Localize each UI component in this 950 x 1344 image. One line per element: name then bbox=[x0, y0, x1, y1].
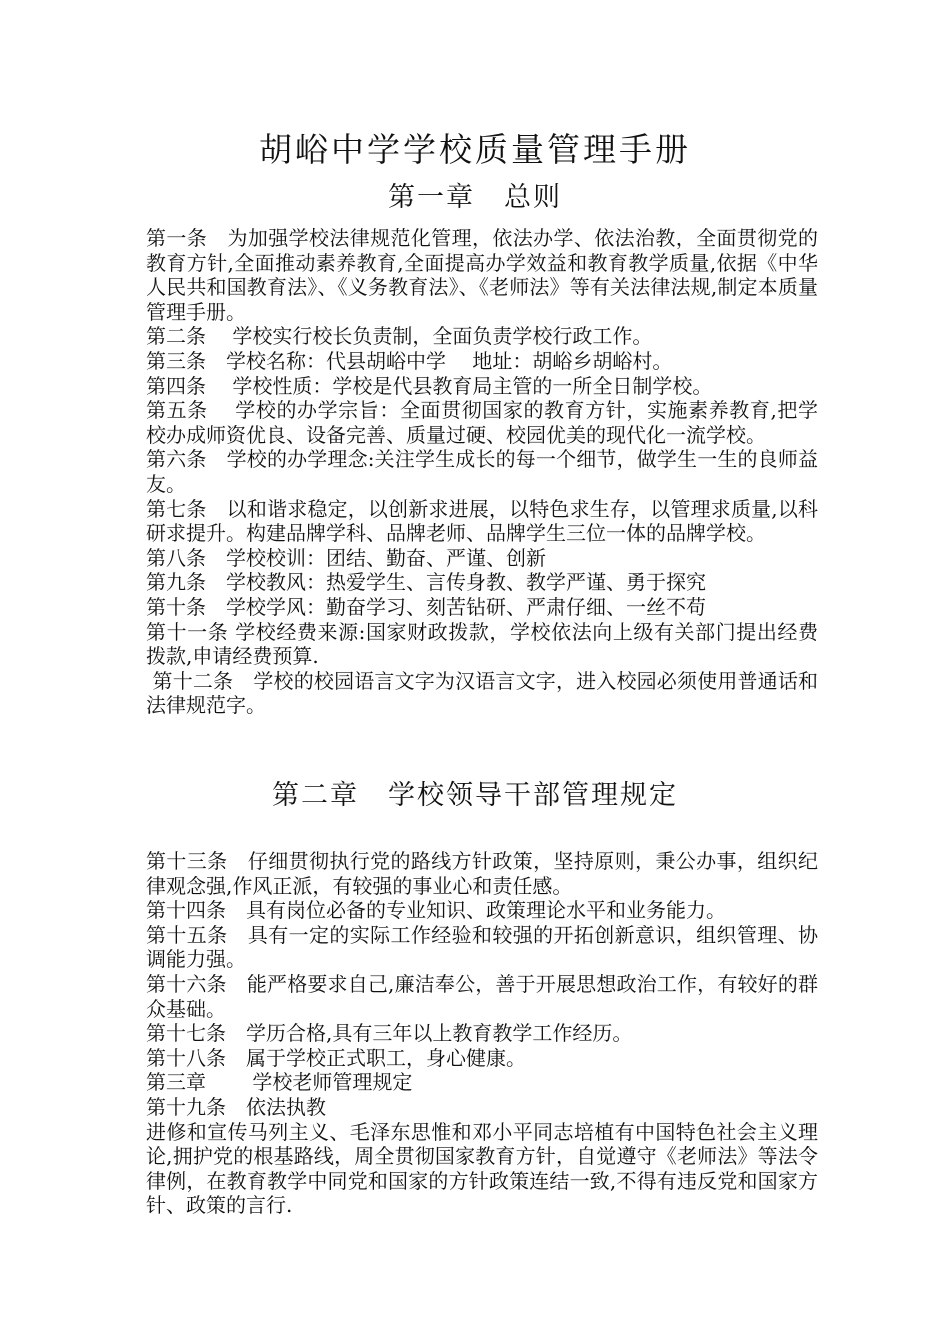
article-11: 第十一条 学校经费来源:国家财政拨款，学校依法向上级有关部门提出经费拨款,申请经费预算. bbox=[146, 619, 818, 669]
article-5: 第五条 学校的办学宗旨：全面贯彻国家的教育方针，实施素养教育,把学校办成师资优良、设备完善、质量过硬、校园优美的现代化一流学校。 bbox=[146, 398, 818, 447]
article-18: 第十八条 属于学校正式职工，身心健康。 bbox=[146, 1045, 526, 1070]
article-12: 第十二条 学校的校园语言文字为汉语言文字，进入校园必须使用普通话和法律规范字。 bbox=[146, 668, 819, 718]
article-8: 第八条 学校校训：团结、勤奋、严谨、创新 bbox=[146, 545, 546, 570]
chapter-3-heading: 第三章 学校老师管理规定 bbox=[146, 1070, 413, 1095]
article-3: 第三条 学校名称：代县胡峪中学 地址：胡峪乡胡峪村。 bbox=[146, 348, 673, 373]
chapter-2-heading: 第二章 学校领导干部管理规定 bbox=[272, 780, 678, 811]
article-10: 第十条 学校学风：勤奋学习、刻苦钻研、严肃仔细、一丝不苟 bbox=[146, 594, 706, 619]
chapter-1-body bbox=[146, 226, 818, 718]
article-1: 第一条 为加强学校法律规范化管理，依法办学、依法治教，全面贯彻党的教育方针,全面推动素养教育,全面提高办学效益和教育教学质量,依据《中华人民共和国教育法》、《义务教育法》、《老师法》等有关法律法规,制定本质量管理手册。 bbox=[146, 226, 818, 324]
article-17: 第十七条 学历合格,具有三年以上教育教学工作经历。 bbox=[146, 1021, 633, 1046]
article-4: 第四条 学校性质：学校是代县教育局主管的一所全日制学校。 bbox=[146, 373, 713, 398]
chapter-1-heading: 第一章 总则 bbox=[388, 182, 562, 213]
article-14: 第十四条 具有岗位必备的专业知识、政策理论水平和业务能力。 bbox=[146, 898, 726, 923]
article-16: 第十六条 能严格要求自己,廉洁奉公，善于开展思想政治工作，有较好的群众基础。 bbox=[146, 971, 818, 1021]
article-7: 第七条 以和谐求稳定，以创新求进展，以特色求生存，以管理求质量,以科研求提升。构建品牌学科、品牌老师、品牌学生三位一体的品牌学校。 bbox=[146, 496, 818, 546]
document-title: 胡峪中学学校质量管理手册 bbox=[259, 130, 691, 169]
chapter-2-body bbox=[146, 849, 818, 1218]
article-15: 第十五条 具有一定的实际工作经验和较强的开拓创新意识，组织管理、协调能力强。 bbox=[146, 922, 818, 972]
article-2: 第二条 学校实行校长负责制，全面负责学校行政工作。 bbox=[146, 324, 653, 349]
article-6: 第六条 学校的办学理念:关注学生成长的每一个细节，做学生一生的良师益友。 bbox=[146, 447, 818, 496]
article-13: 第十三条 仔细贯彻执行党的路线方针政策，坚持原则，秉公办事，组织纪律观念强,作风正派，有较强的事业心和责任感。 bbox=[146, 849, 818, 898]
article-19: 第十九条 依法执教 bbox=[146, 1094, 326, 1119]
article-19-text: 进修和宣传马列主义、毛泽东思惟和邓小平同志培植有中国特色社会主义理论,拥护党的根基路线，周全贯彻国家教育方针，自觉遵守《老师法》等法令律例，在教育教学中同党和国家的方针政策连结一致,不得有违反党和国家方针、政策的言行. bbox=[146, 1119, 818, 1218]
article-9: 第九条 学校教风：热爱学生、言传身教、教学严谨、勇于探究 bbox=[146, 570, 706, 595]
